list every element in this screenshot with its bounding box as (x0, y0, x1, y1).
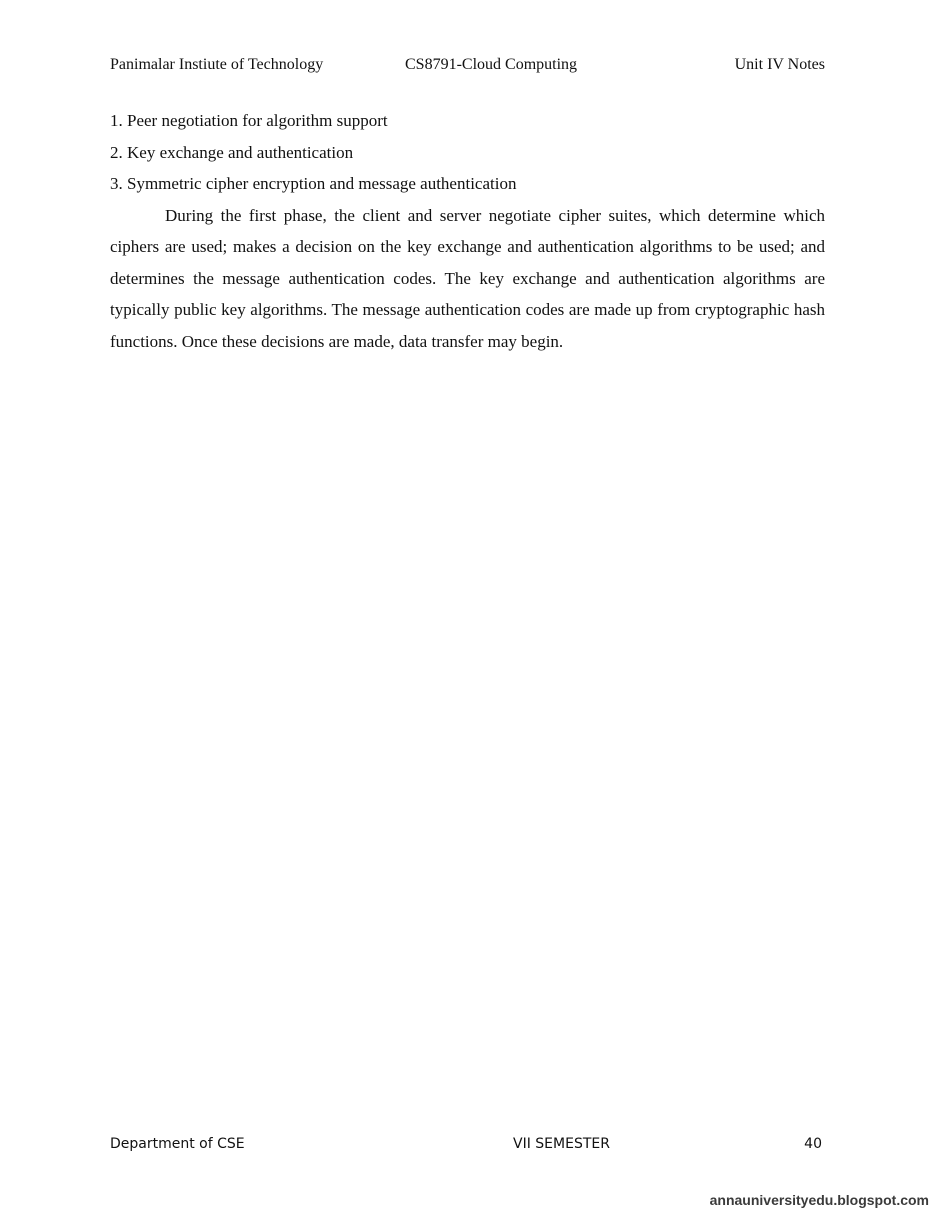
footer-semester: VII SEMESTER (513, 1136, 610, 1152)
header-unit: Unit IV Notes (734, 56, 825, 73)
body-paragraph: During the first phase, the client and server negotiate cipher suites, which determine which ciphers are used; makes a decision on the key exchange and authentication algorithms to be used; and determines the message authentication codes. The key exchange and authentication algorithms are typically public key algorithms. The message authentication codes are made up from cryptographic hash functions. Once these decisions are made, data transfer may begin. (110, 205, 825, 351)
page-header (110, 56, 825, 78)
page-footer (110, 1136, 822, 1156)
footer-page-number: 40 (804, 1136, 822, 1152)
list-item-2: 2. Key exchange and authentication (110, 142, 354, 162)
list-item-3: 3. Symmetric cipher encryption and message authentication (110, 174, 517, 193)
header-course: CS8791-Cloud Computing (405, 56, 578, 73)
list-item-1: 1. Peer negotiation for algorithm support (110, 111, 388, 130)
page-body (110, 105, 825, 357)
footer-department: Department of CSE (110, 1136, 245, 1152)
watermark-url: annauniversityedu.blogspot.com (709, 1192, 929, 1208)
header-institute: Panimalar Instiute of Technology (110, 56, 324, 73)
